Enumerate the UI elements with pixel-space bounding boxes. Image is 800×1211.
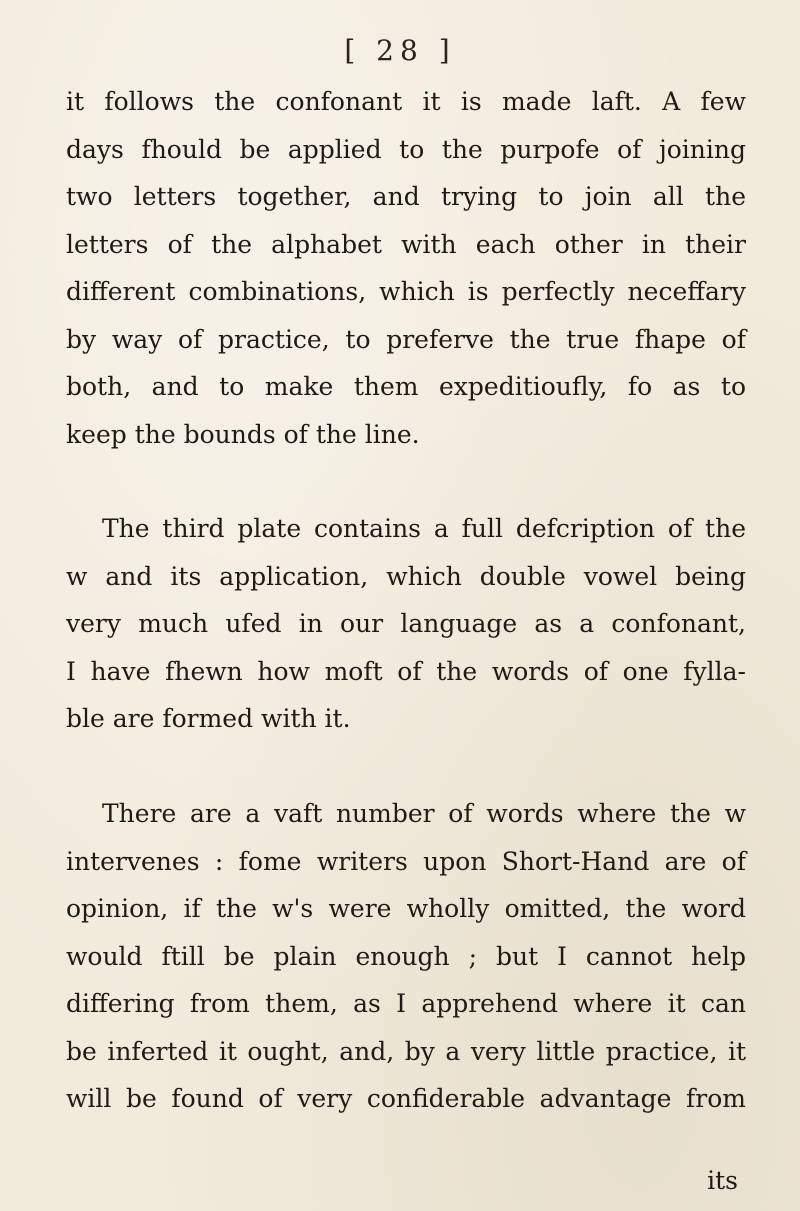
- text-line: days fhould be applied to the purpofe of joining: [66, 134, 746, 164]
- text-line: both, and to make them expeditioufly, fo as to: [66, 372, 746, 401]
- paragraph-3: [66, 790, 746, 1123]
- text-line: I have fhewn how moft of the words of one fylla-: [66, 656, 746, 686]
- text-line: opinion, if the w's were wholly omitted, the word: [66, 894, 746, 923]
- text-line: it follows the confonant it is made laft. A few: [66, 87, 746, 116]
- text-line: keep the bounds of the line.: [66, 419, 420, 449]
- text-line: two letters together, and trying to join all the: [66, 182, 746, 211]
- text-line: different combinations, which is perfectly neceffary: [66, 277, 746, 306]
- catchword: its: [707, 1166, 738, 1195]
- text-line: be inferted it ought, and, by a very little practice, it: [66, 1036, 746, 1066]
- text-line: would ftill be plain enough ; but I cannot help: [66, 941, 746, 971]
- text-line: There are a vaft number of words where the w: [102, 799, 746, 828]
- text-line: by way of practice, to preferve the true fhape of: [66, 324, 746, 354]
- text-line: letters of the alphabet with each other in their: [66, 229, 746, 259]
- paragraph-2: [66, 505, 746, 743]
- text-line: intervenes : fome writers upon Short-Hand are of: [66, 846, 746, 876]
- text-line: w and its application, which double vowel being: [66, 561, 746, 591]
- text-line: very much ufed in our language as a confonant,: [66, 609, 746, 638]
- text-line: differing from them, as I apprehend where it can: [66, 989, 746, 1018]
- page-number: [ 28 ]: [344, 34, 456, 67]
- text-line: The third plate contains a full defcription of the: [102, 514, 746, 543]
- text-line: will be found of very confiderable advantage from: [66, 1084, 746, 1113]
- text-line: ble are formed with it.: [66, 704, 351, 733]
- paragraph-1: [66, 78, 746, 458]
